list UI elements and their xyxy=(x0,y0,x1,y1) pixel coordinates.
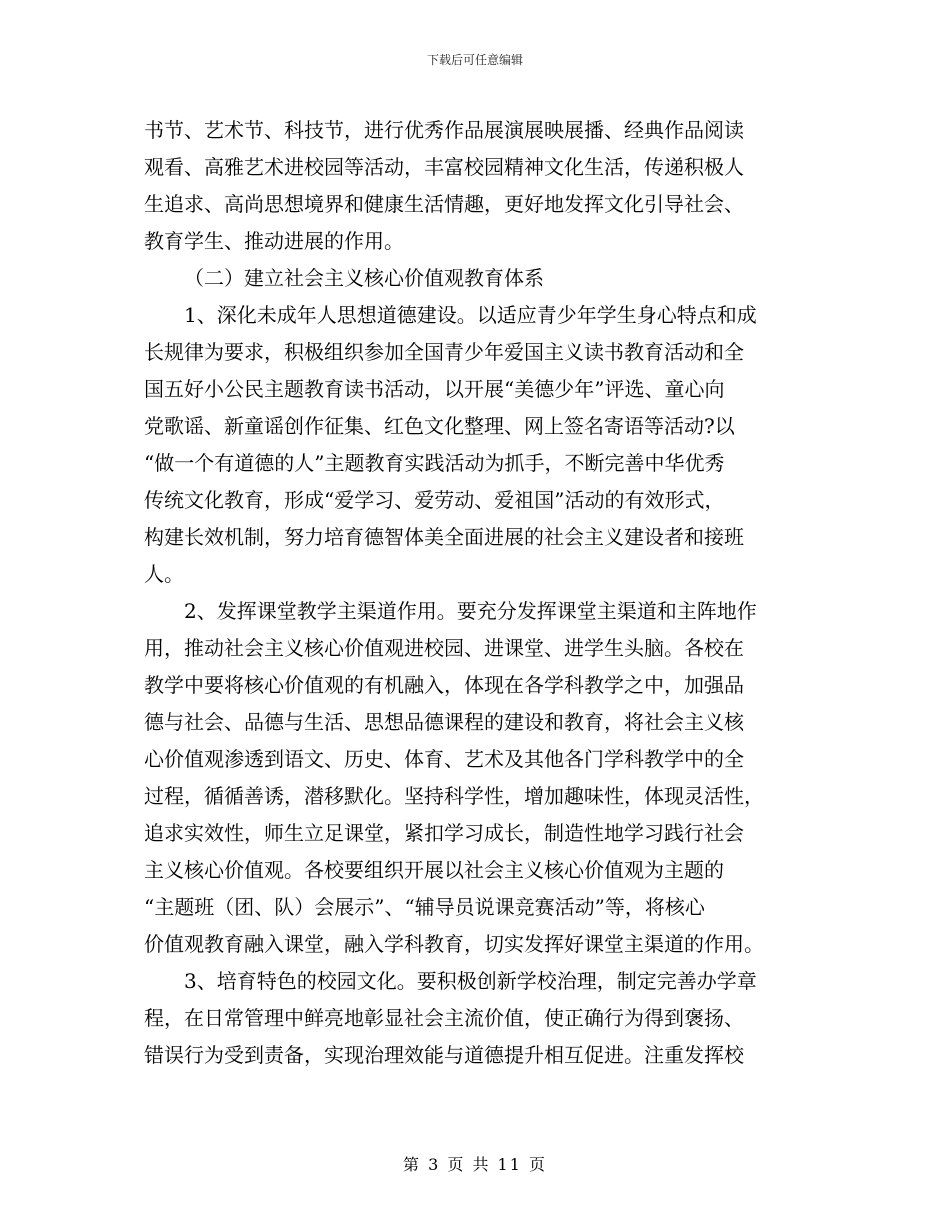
text-line: 心价值观渗透到语文、历史、体育、艺术及其他各门学科教学中的全 xyxy=(144,747,744,771)
text-line: 人。 xyxy=(144,562,184,586)
text-line: 程，在日常管理中鲜亮地彰显社会主流价值，使正确行为得到褒扬、 xyxy=(144,1006,744,1030)
text-line: 错误行为受到责备，实现治理效能与道德提升相互促进。注重发挥校 xyxy=(144,1043,744,1067)
page-header: 下载后可任意编辑 xyxy=(426,53,523,67)
text-line: 党歌谣、新童谣创作征集、红色文化整理、网上签名寄语等活动?以 xyxy=(144,414,735,438)
text-line: 长规律为要求，积极组织参加全国青少年爱国主义读书教育活动和全 xyxy=(144,340,744,364)
text-line: 传统文化教育，形成“爱学习、爱劳动、爱祖国”活动的有效形式， xyxy=(144,488,725,512)
text-line: （二）建立社会主义核心价值观教育体系 xyxy=(184,266,544,290)
text-line: 构建长效机制，努力培育德智体美全面进展的社会主义建设者和接班 xyxy=(144,525,744,549)
document-body xyxy=(144,112,806,1074)
text-line: 书节、艺术节、科技节，进行优秀作品展演展映展播、经典作品阅读 xyxy=(144,118,744,142)
text-line: 教育学生、推动进展的作用。 xyxy=(144,229,404,253)
text-line: 主义核心价值观。各校要组织开展以社会主义核心价值观为主题的 xyxy=(144,858,724,882)
text-line: 3、培育特色的校园文化。要积极创新学校治理，制定完善办学章 xyxy=(184,969,757,993)
page-number: 第 3 页 共 11 页 xyxy=(403,1155,547,1174)
text-line: 德与社会、品德与生活、思想品德课程的建设和教育，将社会主义核 xyxy=(144,710,744,734)
text-line: 教学中要将核心价值观的有机融入，体现在各学科教学之中，加强品 xyxy=(144,673,744,697)
text-line: 国五好小公民主题教育读书活动，以开展“美德少年”评选、童心向 xyxy=(144,377,725,401)
text-line: 1、深化未成年人思想道德建设。以适应青少年学生身心特点和成 xyxy=(184,303,757,327)
text-line: “做一个有道德的人”主题教育实践活动为抓手，不断完善中华优秀 xyxy=(144,451,725,475)
text-line: 2、发挥课堂教学主渠道作用。要充分发挥课堂主渠道和主阵地作 xyxy=(184,599,757,623)
text-line: 用，推动社会主义核心价值观进校园、进课堂、进学生头脑。各校在 xyxy=(144,636,744,660)
text-line: “主题班（团、队）会展示”、“辅导员说课竞赛活动”等，将核心 xyxy=(144,895,705,919)
text-line: 追求实效性，师生立足课堂，紧扣学习成长，制造性地学习践行社会 xyxy=(144,821,744,845)
text-line: 观看、高雅艺术进校园等活动，丰富校园精神文化生活，传递积极人 xyxy=(144,155,744,179)
text-line: 价值观教育融入课堂，融入学科教育，切实发挥好课堂主渠道的作用。 xyxy=(144,932,764,956)
text-line: 过程，循循善诱，潜移默化。坚持科学性，增加趣味性，体现灵活性， xyxy=(144,784,764,808)
text-line: 生追求、高尚思想境界和健康生活情趣，更好地发挥文化引导社会、 xyxy=(144,192,744,216)
